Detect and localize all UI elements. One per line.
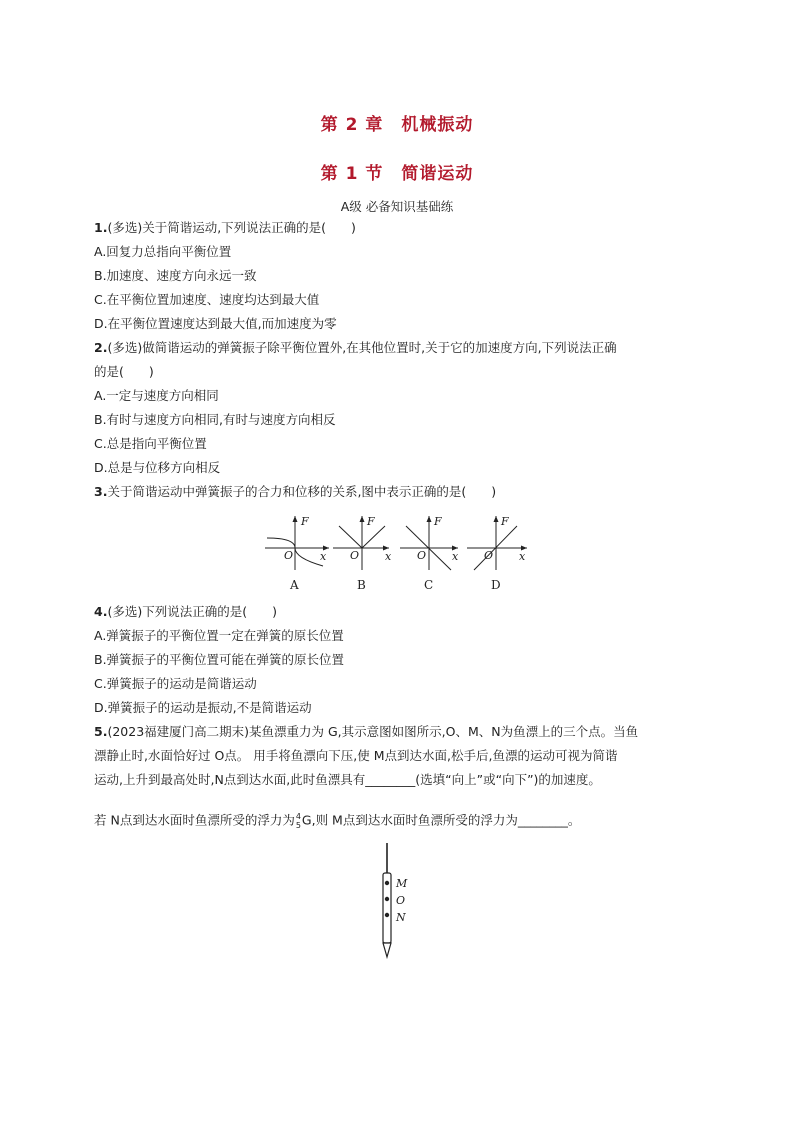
q1-stem	[94, 220, 356, 236]
q2-stem-text1: (多选)做简谐运动的弹簧振子除平衡位置外,在其他位置时,关于它的加速度方向,下列说法正确	[107, 340, 617, 355]
q1-option-d: D.在平衡位置速度达到最大值,而加速度为零	[94, 316, 337, 331]
q2-option-a: A.一定与速度方向相同	[94, 388, 219, 403]
q5-number: 5.	[94, 724, 108, 739]
q5-line4-a: 若 N点到达水面时鱼漂所受的浮力为	[94, 812, 295, 828]
q2-stem-line2: 的是( )	[94, 364, 154, 379]
q5-line1	[94, 724, 638, 740]
q2-stem-line1	[94, 340, 617, 356]
q3-label-d: D	[491, 578, 501, 592]
float-label-m: M	[396, 877, 408, 890]
q3-graph-c	[400, 512, 468, 572]
q3-graph-b-f-label: F	[367, 515, 375, 528]
q3-graph-b-x-label: x	[385, 550, 392, 563]
q5-line4-b: G,则 M点到达水面时鱼漂所受的浮力为________。	[301, 812, 581, 828]
float-label-o: O	[396, 894, 406, 907]
float-label-n: N	[396, 911, 406, 924]
q2-option-c: C.总是指向平衡位置	[94, 436, 207, 451]
q1-option-b: B.加速度、速度方向永远一致	[94, 268, 257, 283]
q3-graph-b	[333, 512, 401, 572]
q3-graph-a-x-label: x	[320, 550, 327, 563]
fishing-float-figure	[375, 843, 415, 961]
point-m-dot	[385, 881, 389, 885]
q4-option-d: D.弹簧振子的运动是振动,不是简谐运动	[94, 700, 312, 715]
q5-line3: 运动,上升到最高处时,N点到达水面,此时鱼漂具有________(选填“向上”或“向下”)的加速度。	[94, 772, 601, 787]
q3-number: 3.	[94, 484, 108, 499]
q3-graph-a-f-label: F	[301, 515, 309, 528]
q5-fraction-denominator: 5	[295, 821, 301, 830]
q1-option-a: A.回复力总指向平衡位置	[94, 244, 232, 259]
point-n-dot	[385, 913, 389, 917]
q3-graph-c-f-label: F	[434, 515, 442, 528]
q3-graph-c-x-label: x	[452, 550, 459, 563]
q3-stem-text: 关于简谐运动中弹簧振子的合力和位移的关系,图中表示正确的是( )	[107, 484, 497, 499]
point-o-dot	[385, 897, 389, 901]
q3-graph-b-origin: O	[350, 549, 360, 562]
q2-number: 2.	[94, 340, 108, 355]
q2-option-b: B.有时与速度方向相同,有时与速度方向相反	[94, 412, 336, 427]
q5-fraction-numerator: 4	[295, 812, 301, 821]
q2-option-d: D.总是与位移方向相反	[94, 460, 221, 475]
q5-line2: 漂静止时,水面恰好过 O点。 用手将鱼漂向下压,使 M点到达水面,松手后,鱼漂的运动可视为简谐	[94, 748, 618, 763]
q3-stem	[94, 484, 496, 500]
q3-graph-d-f-label: F	[501, 515, 509, 528]
section-title: 第 1 节 简谐运动	[320, 164, 474, 184]
level-heading: A级 必备知识基础练	[340, 199, 454, 214]
q4-option-b: B.弹簧振子的平衡位置可能在弹簧的原长位置	[94, 652, 345, 667]
q1-stem-text: (多选)关于简谐运动,下列说法正确的是( )	[107, 220, 356, 235]
q4-stem	[94, 604, 277, 620]
q1-option-c: C.在平衡位置加速度、速度均达到最大值	[94, 292, 320, 307]
q3-graph-d	[467, 512, 535, 572]
q3-label-a: A	[290, 578, 299, 592]
q4-stem-text: (多选)下列说法正确的是( )	[107, 604, 277, 619]
q3-graph-c-origin: O	[417, 549, 427, 562]
q3-graph-a	[265, 512, 333, 572]
q3-label-b: B	[357, 578, 366, 592]
q5-line4	[94, 812, 580, 830]
q3-label-c: C	[424, 578, 434, 592]
q1-number: 1.	[94, 220, 108, 235]
q4-option-a: A.弹簧振子的平衡位置一定在弹簧的原长位置	[94, 628, 344, 643]
q3-graph-d-origin: O	[484, 549, 494, 562]
q5-fraction	[296, 812, 301, 830]
q3-graph-a-origin: O	[284, 549, 294, 562]
q5-line1-text: (2023福建厦门高二期末)某鱼漂重力为 G,其示意图如图所示,O、M、N为鱼漂上的三个点。当鱼	[107, 724, 639, 739]
q4-option-c: C.弹簧振子的运动是简谐运动	[94, 676, 257, 691]
q3-graph-d-x-label: x	[519, 550, 526, 563]
chapter-title: 第 2 章 机械振动	[320, 115, 474, 135]
q4-number: 4.	[94, 604, 108, 619]
